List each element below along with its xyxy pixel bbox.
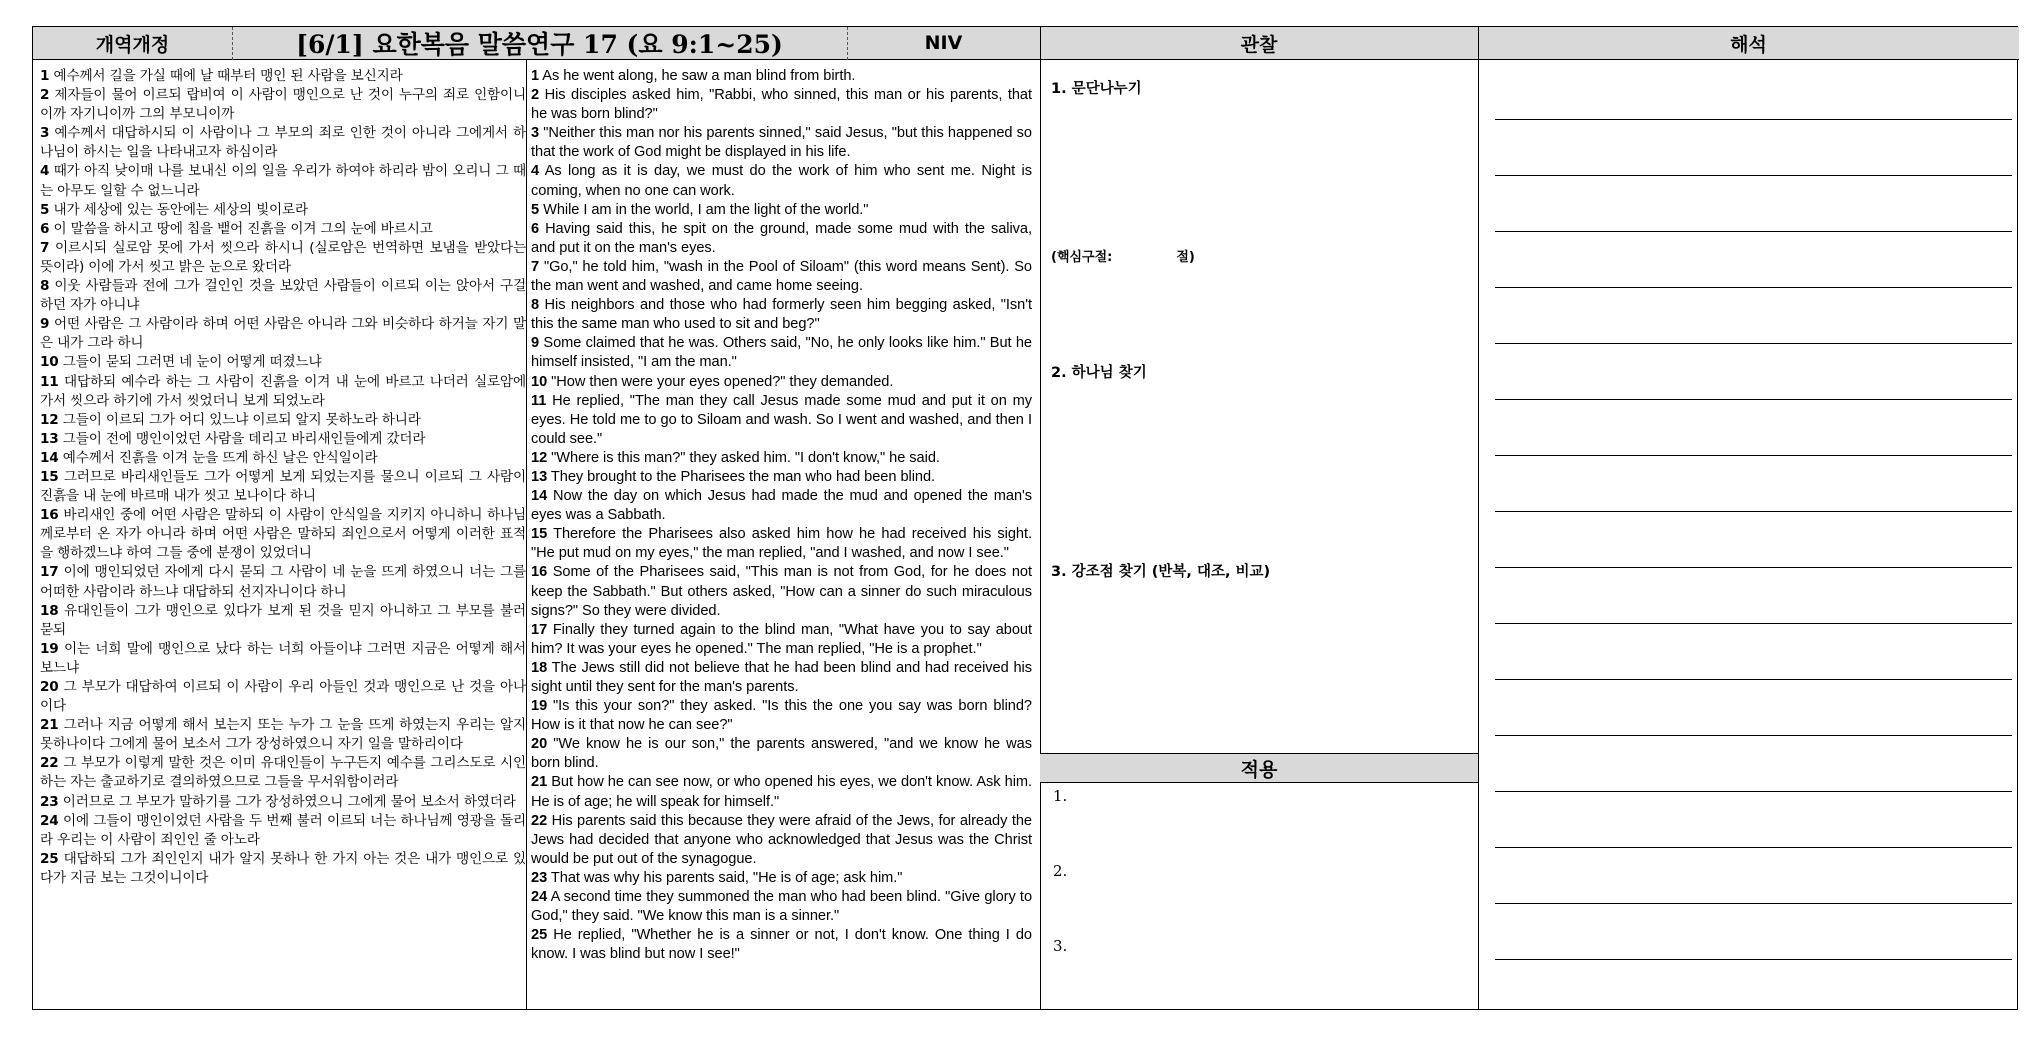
verse [40, 67, 526, 86]
writing-line [1495, 567, 2012, 568]
verse-number: 11 [40, 373, 59, 390]
verse [531, 124, 1032, 162]
verse [531, 563, 1032, 620]
verse [531, 258, 1032, 296]
verse-text: 그 부모가 대답하여 이르되 이 사람이 우리 아들인 것과 맹인으로 난 것을 아나이다 [40, 679, 526, 715]
verse-number: 24 [531, 889, 548, 906]
writing-line [1495, 455, 2012, 456]
verse [531, 869, 1032, 888]
header-observation-label: 관찰 [1040, 27, 1478, 60]
verse-text: "How then were your eyes opened?" they demanded. [551, 373, 894, 390]
verse [40, 373, 526, 411]
verse-number: 20 [40, 679, 59, 695]
verse-text: 바리새인 중에 어떤 사람은 말하되 이 사람이 안식일을 지키지 아니하니 하나님께로부터 온 자가 아니라 하며 어떤 사람은 말하되 죄인으로서 어떻게 이러한 표적을 행하겠느냐 하여 그들 중에 분쟁이 있었더니 [40, 507, 526, 562]
writing-line [1495, 679, 2012, 680]
verse [40, 277, 526, 315]
verse-number: 10 [40, 354, 59, 371]
verse-number: 22 [40, 755, 59, 772]
writing-line [1495, 511, 2012, 512]
verse-number: 23 [40, 793, 59, 810]
verse-number: 22 [531, 812, 548, 829]
verse-number: 4 [531, 163, 540, 180]
verse-number: 18 [531, 659, 548, 676]
verse-number: 1 [531, 68, 540, 84]
verse [40, 850, 526, 888]
verse-number: 21 [40, 717, 59, 734]
verse-text: 그 부모가 이렇게 말한 것은 이미 유대인들이 누구든지 예수를 그리스도로 시인하는 자는 출교하기로 결의하였으므로 그들을 무서워함이러라 [40, 755, 526, 791]
verse-text: 예수께서 진흙을 이겨 눈을 뜨게 하신 날은 안식일이라 [62, 449, 378, 466]
verse-text: 이웃 사람들과 전에 그가 걸인인 것을 보았던 사람들이 이르되 이는 앉아서 구걸하던 자가 아니냐 [40, 278, 526, 314]
verse [531, 334, 1032, 372]
verse-number: 16 [531, 564, 548, 581]
study-sheet [32, 26, 2018, 1010]
header-interpretation-label: 해석 [1478, 27, 2019, 60]
header-korean-label: 개역개정 [33, 27, 232, 60]
header-divider [232, 27, 233, 60]
verse-number: 25 [40, 850, 59, 867]
verse [40, 506, 526, 563]
verse-number: 13 [40, 430, 59, 447]
verse [531, 220, 1032, 258]
verse-number: 5 [531, 201, 540, 218]
verse [531, 659, 1032, 697]
application-item: 2. [1053, 862, 1068, 880]
verse [531, 201, 1032, 220]
verse-number: 23 [531, 869, 548, 886]
verse-text: Some of the Pharisees said, "This man is not from God, for he does not keep the Sabbath." But others asked, "How can a sinner do such miraculous signs?" So they were divided. [531, 564, 1032, 619]
verse-text: 이 말씀을 하시고 땅에 침을 뱉어 진흙을 이겨 그의 눈에 바르시고 [53, 220, 433, 237]
verse-number: 25 [531, 927, 548, 944]
verse [40, 430, 526, 449]
niv-verse-column [531, 67, 1032, 964]
verse-text: 대답하되 예수라 하는 그 사람이 진흙을 이겨 내 눈에 바르고 나더러 실로암에 가서 씻으라 하기에 가서 씻었더니 보게 되었노라 [40, 373, 526, 409]
writing-line [1495, 791, 2012, 792]
verse-number: 2 [40, 87, 50, 104]
header-niv-label: NIV [847, 27, 1040, 60]
verse [531, 735, 1032, 773]
verse-text: 이르시되 실로암 못에 가서 씻으라 하시니 (실로암은 번역하면 보냄을 받았다는 뜻이라) 이에 가서 씻고 밝은 눈으로 왔더라 [40, 239, 526, 275]
verse [531, 86, 1032, 124]
verse-text: 이에 그들이 맹인이었던 사람을 두 번째 불러 이르되 너는 하나님께 영광을 돌리라 우리는 이 사람이 죄인인 줄 아노라 [40, 812, 526, 848]
verse-number: 15 [40, 468, 59, 485]
observation-item-paragraphs: 1. 문단나누기 [1051, 81, 1142, 97]
observation-item-emphasis: 3. 강조점 찾기 (반복, 대조, 비교) [1051, 564, 1271, 580]
verse-number: 8 [40, 278, 50, 295]
verse-number: 24 [40, 812, 59, 829]
verse [40, 411, 526, 430]
verse-text: Finally they turned again to the blind man, "What have you to say about him? It was your eyes he opened." The man replied, "He is a prophet." [531, 621, 1032, 657]
verse [531, 373, 1032, 392]
application-item: 1. [1053, 787, 1068, 805]
writing-line [1495, 287, 2012, 288]
verse-text: "Is this your son?" they asked. "Is this the one you say was born blind? How is it that now he can see?" [531, 698, 1032, 734]
writing-line [1495, 343, 2012, 344]
writing-line [1495, 623, 2012, 624]
header-divider [847, 27, 848, 60]
verse-text: 대답하되 그가 죄인인지 내가 알지 못하나 한 가지 아는 것은 내가 맹인으로 있다가 지금 보는 그것이니이다 [40, 850, 526, 886]
verse [40, 201, 526, 220]
verse [40, 716, 526, 754]
verse [531, 926, 1032, 964]
verse-text: That was why his parents said, "He is of age; ask him." [550, 869, 903, 886]
verse-number: 7 [40, 239, 50, 256]
verse [40, 678, 526, 716]
verse-number: 15 [531, 526, 548, 543]
verse-number: 14 [531, 488, 548, 505]
verse [40, 563, 526, 601]
verse [40, 239, 526, 277]
verse-text: 예수께서 길을 가실 때에 날 때부터 맹인 된 사람을 보신지라 [53, 68, 403, 84]
verse [531, 67, 1032, 86]
key-verse-label: (핵심구절: [1051, 250, 1113, 265]
verse [531, 392, 1032, 449]
verse-number: 10 [531, 373, 548, 390]
observation-item-find-god: 2. 하나님 찾기 [1051, 365, 1147, 381]
column-divider [526, 60, 527, 1009]
page-title: [6/1] 요한복음 말씀연구 17 (요 9:1~25) [232, 27, 847, 60]
key-verse-suffix: 절) [1176, 250, 1195, 265]
verse-text: His neighbors and those who had formerly seen him begging asked, "Isn't this the same man who used to sit and beg?" [531, 297, 1032, 333]
verse-number: 8 [531, 297, 540, 314]
verse-text: As long as it is day, we must do the work of him who sent me. Night is coming, when no one can work. [531, 163, 1032, 199]
verse-number: 7 [531, 258, 540, 275]
verse-number: 21 [531, 774, 548, 791]
korean-verse-column [40, 67, 526, 888]
verse-number: 17 [40, 564, 59, 581]
verse-number: 20 [531, 736, 548, 753]
verse-text: Now the day on which Jesus had made the mud and opened the man's eyes was a Sabbath. [531, 488, 1032, 524]
verse [531, 162, 1032, 200]
verse-text: The Jews still did not believe that he had been blind and had received his sight until they sent for the man's parents. [531, 659, 1032, 695]
verse-number: 3 [531, 125, 540, 142]
verse-text: While I am in the world, I am the light of the world." [543, 201, 869, 218]
verse [40, 353, 526, 372]
verse [40, 602, 526, 640]
verse [40, 220, 526, 239]
writing-line [1495, 119, 2012, 120]
verse-text: They brought to the Pharisees the man who had been blind. [550, 468, 936, 485]
verse-number: 19 [531, 698, 548, 715]
verse-text: 이는 너희 말에 맹인으로 났다 하는 너희 아들이냐 그러면 지금은 어떻게 해서 보느냐 [40, 640, 526, 676]
verse [40, 162, 526, 200]
verse-text: "We know he is our son," the parents answered, "and we know he was born blind. [531, 736, 1032, 772]
verse-number: 13 [531, 468, 548, 485]
verse-text: 제자들이 물어 이르되 랍비여 이 사람이 맹인으로 난 것이 누구의 죄로 인함이니이까 자기니이까 그의 부모니이까 [40, 87, 526, 123]
verse [531, 487, 1032, 525]
verse-number: 17 [531, 621, 548, 638]
verse-number: 11 [531, 392, 547, 409]
verse-text: 그들이 이르되 그가 어디 있느냐 이르되 알지 못하노라 하니라 [62, 411, 421, 428]
verse [40, 754, 526, 792]
verse-number: 6 [531, 220, 540, 237]
verse-number: 6 [40, 220, 50, 237]
verse-text: A second time they summoned the man who had been blind. "Give glory to God," they said. "We know this man is a sinner." [531, 889, 1032, 925]
verse [531, 525, 1032, 563]
writing-line [1495, 903, 2012, 904]
verse-number: 16 [40, 507, 59, 524]
column-divider [1040, 27, 1041, 1009]
verse-text: But how he can see now, or who opened his eyes, we don't know. Ask him. He is of age; he will speak for himself." [531, 774, 1032, 810]
verse-number: 14 [40, 449, 59, 466]
verse-number: 2 [531, 87, 540, 104]
column-divider [1478, 27, 1479, 1009]
writing-line [1495, 399, 2012, 400]
verse-text: 이러므로 그 부모가 말하기를 그가 장성하였으니 그에게 물어 보소서 하였더라 [62, 793, 516, 810]
verse-text: "Go," he told him, "wash in the Pool of Siloam" (this word means Sent). So the man went and washed, and came home seeing. [531, 258, 1032, 295]
verse [531, 296, 1032, 334]
verse-number: 9 [531, 335, 540, 352]
verse-text: "Where is this man?" they asked him. "I don't know," he said. [551, 449, 940, 466]
verse-text: He replied, "The man they call Jesus made some mud and put it on my eyes. He told me to go to Siloam and wash. So I went and washed, and then I could see." [531, 392, 1032, 447]
verse-text: His disciples asked him, "Rabbi, who sinned, this man or his parents, that he was born blind?" [531, 87, 1032, 123]
verse-number: 12 [531, 449, 548, 466]
verse [531, 773, 1032, 811]
verse-number: 19 [40, 640, 59, 657]
verse-text: As he went along, he saw a man blind from birth. [542, 68, 856, 84]
verse [40, 315, 526, 353]
verse-text: Having said this, he spit on the ground, made some mud with the saliva, and put it on the man's eyes. [531, 220, 1032, 256]
verse [531, 812, 1032, 869]
verse-number: 12 [40, 411, 59, 428]
verse-text: "Neither this man nor his parents sinned," said Jesus, "but this happened so that the work of God might be displayed in his life. [531, 125, 1032, 161]
verse-text: 이에 맹인되었던 자에게 다시 묻되 그 사람이 네 눈을 뜨게 하였으니 너는 그를 어떠한 사람이라 하느냐 대답하되 선지자니이다 하니 [40, 564, 526, 600]
writing-line [1495, 175, 2012, 176]
verse-text: 때가 아직 낮이매 나를 보내신 이의 일을 우리가 하여야 하리라 밤이 오리니 그 때는 아무도 일할 수 없느니라 [40, 163, 526, 199]
verse [531, 888, 1032, 926]
verse-text: 어떤 사람은 그 사람이라 하며 어떤 사람은 아니라 그와 비슷하다 하거늘 자기 말은 내가 그라 하니 [40, 316, 526, 352]
verse-text: 내가 세상에 있는 동안에는 세상의 빛이로라 [53, 201, 309, 218]
verse [531, 449, 1032, 468]
verse-number: 5 [40, 201, 50, 218]
verse-text: 그들이 묻되 그러면 네 눈이 어떻게 떠졌느냐 [62, 354, 322, 371]
verse [531, 468, 1032, 487]
writing-line [1495, 959, 2012, 960]
verse-text: 예수께서 대답하시되 이 사람이나 그 부모의 죄로 인한 것이 아니라 그에게서 하나님이 하시는 일을 나타내고자 하심이라 [40, 125, 526, 161]
verse [40, 640, 526, 678]
verse-text: He replied, "Whether he is a sinner or not, I don't know. One thing I do know. I was blind but now I see!" [531, 927, 1032, 963]
verse-number: 1 [40, 68, 50, 84]
verse-number: 18 [40, 602, 59, 619]
writing-line [1495, 735, 2012, 736]
verse [40, 86, 526, 124]
application-item: 3. [1053, 937, 1068, 955]
verse-text: 그러나 지금 어떻게 해서 보는지 또는 누가 그 눈을 뜨게 하였는지 우리는 알지 못하나이다 그에게 물어 보소서 그가 장성하였으니 자기 일을 말하리이다 [40, 717, 526, 753]
verse [40, 812, 526, 850]
writing-line [1495, 847, 2012, 848]
key-verse-prompt [1051, 246, 1195, 265]
verse-text: 그러므로 바리새인들도 그가 어떻게 보게 되었는지를 물으니 이르되 그 사람이 진흙을 내 눈에 바르매 내가 씻고 보나이다 하니 [40, 468, 526, 505]
verse-number: 4 [40, 163, 50, 180]
application-header: 적용 [1040, 753, 1478, 783]
verse [531, 697, 1032, 735]
verse [40, 124, 526, 162]
verse [40, 468, 526, 506]
verse-text: Therefore the Pharisees also asked him how he had received his sight. "He put mud on my eyes," the man replied, "and I washed, and now I see." [531, 526, 1032, 562]
verse-text: Some claimed that he was. Others said, "No, he only looks like him." But he himself insisted, "I am the man." [531, 335, 1032, 371]
verse-text: His parents said this because they were afraid of the Jews, for already the Jews had decided that anyone who acknowledged that Jesus was the Christ would be put out of the synagogue. [531, 812, 1032, 867]
verse-number: 3 [40, 125, 50, 142]
verse [40, 793, 526, 812]
verse-number: 9 [40, 316, 50, 333]
verse [40, 449, 526, 468]
verse-text: 그들이 전에 맹인이었던 사람을 데리고 바리새인들에게 갔더라 [62, 430, 426, 447]
verse-text: 유대인들이 그가 맹인으로 있다가 보게 된 것을 믿지 아니하고 그 부모를 불러 묻되 [40, 602, 526, 638]
writing-line [1495, 231, 2012, 232]
verse [531, 621, 1032, 659]
